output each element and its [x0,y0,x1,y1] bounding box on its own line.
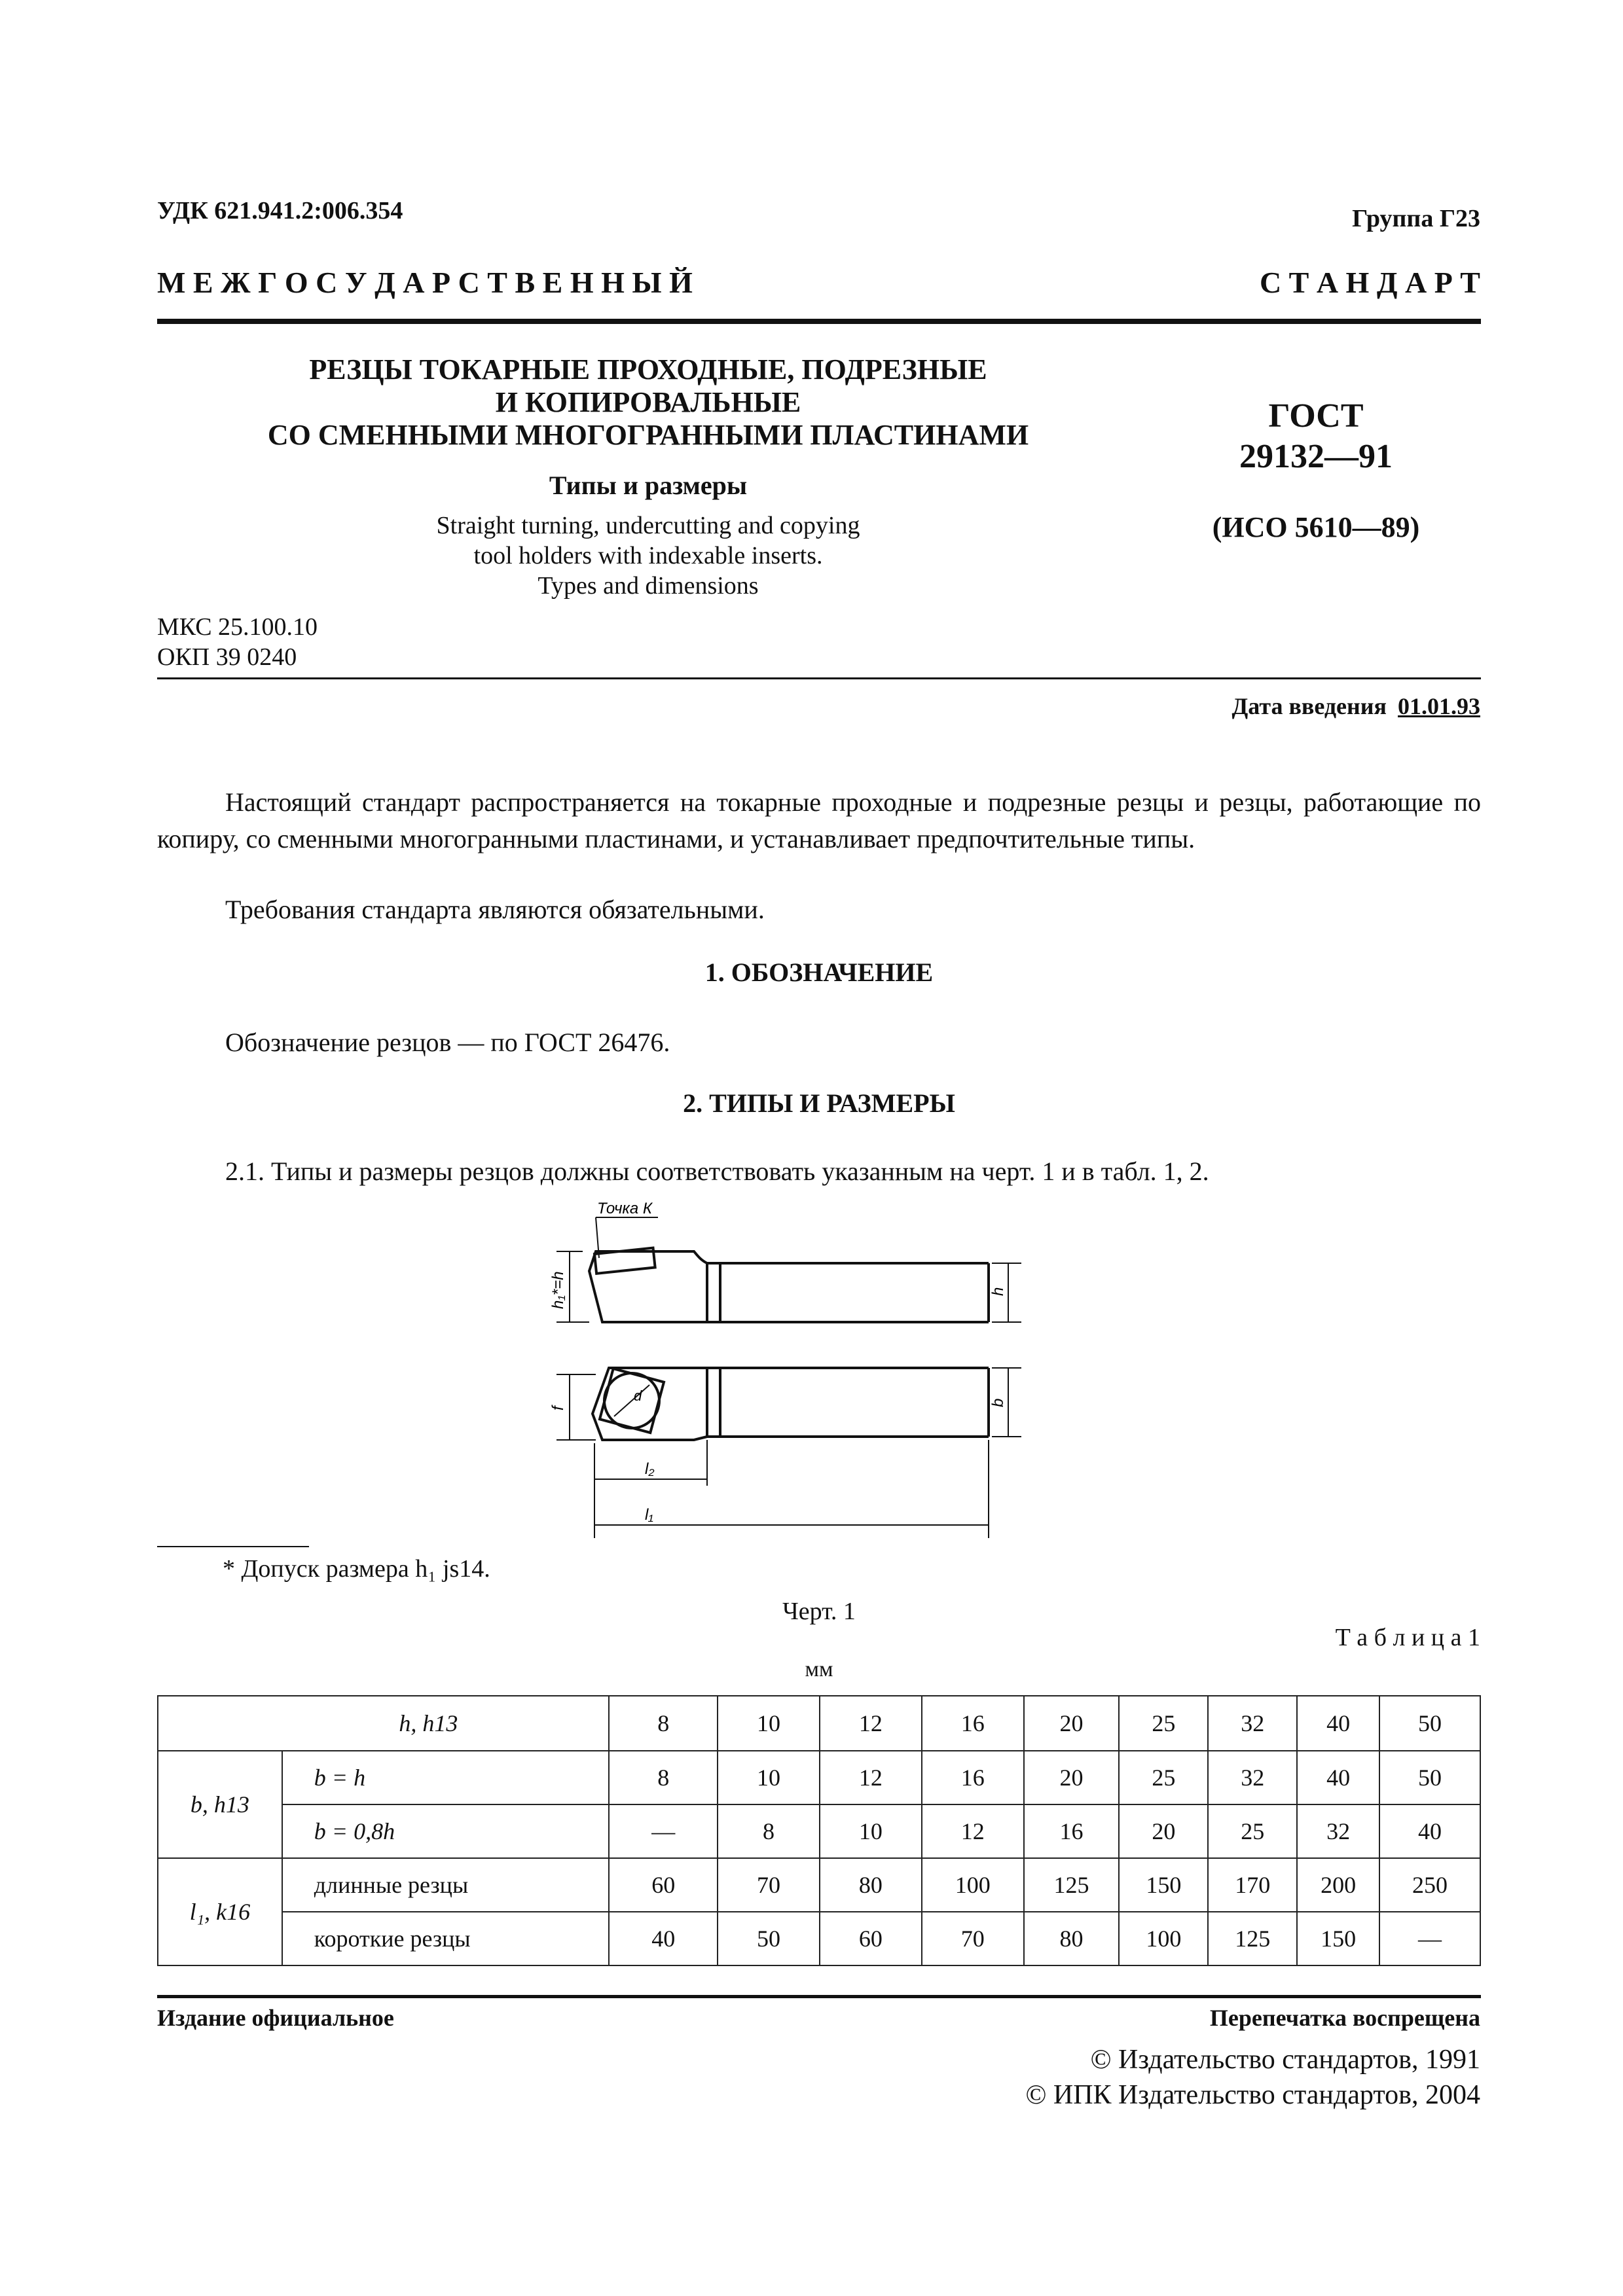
iso-reference: (ИСО 5610—89) [1212,511,1420,543]
table-cell: 50 [718,1912,820,1965]
requirements-paragraph: Требования стандарта являются обязательными. [225,895,765,924]
header-label: h, h13 [158,1696,609,1751]
table-cell: 125 [1024,1858,1120,1912]
english-title-line-2: tool holders with indexable inserts. [473,542,823,569]
english-title [210,511,1087,601]
banner-right: С Т А Н Д А Р Т [1259,266,1480,299]
udk-code: УДК 621.941.2:006.354 [157,197,403,224]
official-edition: Издание официальное [157,2005,394,2031]
title-line-2: И КОПИРОВАЛЬНЫЕ [495,386,801,418]
drawing-lines [556,1217,1021,1538]
title-line-3: СО СМЕННЫМИ МНОГОГРАННЫМИ ПЛАСТИНАМИ [267,419,1029,451]
intro-date-value: 01.01.93 [1398,693,1480,719]
table-cell: 20 [1024,1751,1120,1804]
intro-date-label: Дата введения [1231,693,1387,719]
header-value: 16 [922,1696,1024,1751]
table-cell: 150 [1297,1912,1379,1965]
classification-rule [157,677,1481,679]
section-1-text: Обозначение резцов — по ГОСТ 26476. [225,1028,670,1057]
table-row [158,1751,1480,1804]
gost-label: ГОСТ [1268,397,1364,435]
group-code: Группа Г23 [1352,205,1480,232]
table-cell: 80 [1024,1912,1120,1965]
copyright-block [1025,2042,1480,2113]
b-group-label: b, h13 [158,1751,282,1858]
table-cell: 10 [820,1804,922,1858]
header-value: 8 [609,1696,718,1751]
table-cell: 200 [1297,1858,1379,1912]
table-cell: 100 [1119,1912,1208,1965]
dimension-l2-label: l₂ [645,1460,655,1478]
table-cell: 80 [820,1858,922,1912]
tool-holder-drawing [517,1198,1028,1551]
dimension-h-label: h [989,1287,1007,1296]
dimension-b-label: b [989,1398,1007,1407]
banner-left: М Е Ж Г О С У Д А Р С Т В Е Н Н Ы Й [157,266,693,299]
table-cell: 50 [1379,1751,1480,1804]
table-cell: 250 [1379,1858,1480,1912]
table-cell: 70 [718,1858,820,1912]
mks-code: МКС 25.100.10 [157,613,318,641]
table-cell: 25 [1208,1804,1297,1858]
dimensions-table [157,1695,1481,1966]
gost-number: 29132—91 [1239,438,1393,475]
gost-designation [1159,396,1473,477]
long-tools-label: длинные резцы [282,1858,610,1912]
b-eq-h-label: b = h [282,1751,610,1804]
intro-date [1232,692,1481,720]
dimension-f-label: f [549,1406,567,1410]
header-value: 12 [820,1696,922,1751]
classification-codes [157,612,318,672]
document-title [210,353,1087,452]
table-cell: 60 [609,1858,718,1912]
footnote: * Допуск размера h₁ js14. [223,1555,490,1583]
dimension-d-label: d [634,1388,642,1404]
table-cell: 16 [1024,1804,1120,1858]
table-cell: 32 [1208,1751,1297,1804]
document-subtitle: Типы и размеры [549,471,748,500]
footer-rule [157,1995,1481,1998]
reprint-notice: Перепечатка воспрещена [1209,2005,1480,2031]
point-k-label: Точка К [597,1200,653,1217]
table-cell: 60 [820,1912,922,1965]
header-value: 10 [718,1696,820,1751]
copyright-1991: © Издательство стандартов, 1991 [1090,2045,1480,2075]
header-value: 20 [1024,1696,1120,1751]
banner-rule [157,319,1481,324]
okp-code: ОКП 39 0240 [157,643,297,671]
table-cell: — [609,1804,718,1858]
table-row [158,1858,1480,1912]
table-cell: — [1379,1912,1480,1965]
table-cell: 40 [1379,1804,1480,1858]
table-cell: 40 [609,1912,718,1965]
table-cell: 20 [1119,1804,1208,1858]
section-1-title: 1. ОБОЗНАЧЕНИЕ [704,958,934,987]
english-title-line-1: Straight turning, undercutting and copying [436,512,860,539]
table-cell: 8 [609,1751,718,1804]
table-cell: 170 [1208,1858,1297,1912]
table-cell: 16 [922,1751,1024,1804]
footnote-rule [157,1546,309,1547]
section-2-title: 2. ТИПЫ И РАЗМЕРЫ [683,1088,955,1118]
english-title-line-3: Types and dimensions [538,572,759,600]
table-cell: 100 [922,1858,1024,1912]
table-cell: 70 [922,1912,1024,1965]
section-2-text: 2.1. Типы и размеры резцов должны соответствовать указанным на черт. 1 и в табл. 1, 2. [225,1157,1209,1186]
table-cell: 32 [1297,1804,1379,1858]
short-tools-label: короткие резцы [282,1912,610,1965]
table-caption: Т а б л и ц а 1 [1335,1624,1480,1651]
drawing-caption: Черт. 1 [782,1598,856,1625]
header-value: 50 [1379,1696,1480,1751]
table-cell: 150 [1119,1858,1208,1912]
table-cell: 10 [718,1751,820,1804]
b-eq-08h-label: b = 0,8h [282,1804,610,1858]
title-line-1: РЕЗЦЫ ТОКАРНЫЕ ПРОХОДНЫЕ, ПОДРЕЗНЫЕ [309,353,987,386]
dimension-l1-label: l₁ [645,1506,653,1524]
table-row [158,1912,1480,1965]
table-row [158,1804,1480,1858]
table-header-row [158,1696,1480,1751]
table-cell: 8 [718,1804,820,1858]
table-cell: 40 [1297,1751,1379,1804]
table-cell: 12 [922,1804,1024,1858]
table-units: мм [805,1657,833,1681]
header-value: 32 [1208,1696,1297,1751]
dimension-h1-label: h₁*=h [549,1271,567,1309]
header-value: 40 [1297,1696,1379,1751]
header-value: 25 [1119,1696,1208,1751]
l1-group-label: l₁, k16 [158,1858,282,1965]
table-cell: 125 [1208,1912,1297,1965]
copyright-2004: © ИПК Издательство стандартов, 2004 [1025,2080,1480,2110]
table-cell: 25 [1119,1751,1208,1804]
table-cell: 12 [820,1751,922,1804]
intro-paragraph: Настоящий стандарт распространяется на токарные проходные и подрезные резцы и резцы, работающие по копиру, со сменными многогранными пластинами, и устанавливает предпочтительные типы. [157,787,1481,853]
